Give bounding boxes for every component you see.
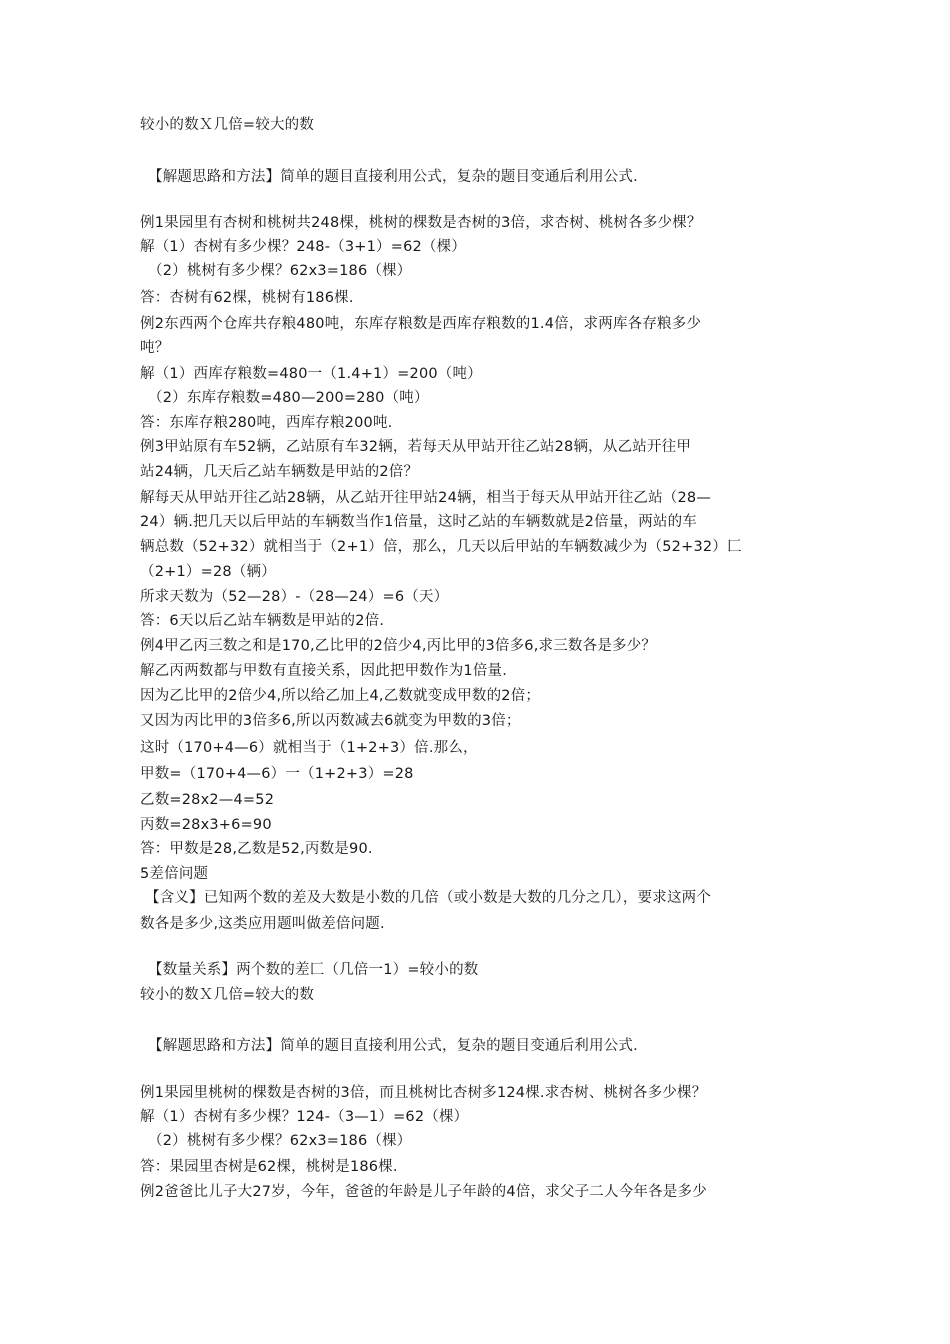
text-line: 例1果园里桃树的棵数是杏树的3倍，而且桃树比杏树多124棵.求杏树、桃树各多少棵？ bbox=[140, 1085, 707, 1101]
text-line: 例2东西两个仓库共存粮480吨，东库存粮数是西库存粮数的1.4倍，求两库各存粮多少 bbox=[140, 316, 702, 332]
text-line: 辆总数（52+32）就相当于（2+1）倍，那么，几天以后甲站的车辆数减少为（52+32）匚 bbox=[140, 539, 742, 555]
text-line: （2）桃树有多少棵？62x3=186（棵） bbox=[148, 263, 412, 279]
text-line: 解（1）杏树有多少棵？124-（3—1）=62（棵） bbox=[140, 1109, 469, 1125]
text-line: 吨？ bbox=[140, 340, 170, 356]
text-line: 较小的数Ｘ几倍=较大的数 bbox=[140, 117, 315, 133]
text-line: 解乙丙两数都与甲数有直接关系，因此把甲数作为1倍量. bbox=[140, 663, 508, 679]
text-line: 解（1）西库存粮数=480一（1.4+1）=200（吨） bbox=[140, 366, 482, 382]
text-line: 较小的数Ｘ几倍=较大的数 bbox=[140, 987, 315, 1003]
text-line: 【数量关系】两个数的差匚（几倍一1）=较小的数 bbox=[148, 962, 479, 978]
text-line: 站24辆，几天后乙站车辆数是甲站的2倍？ bbox=[140, 464, 419, 480]
text-line: 数各是多少,这类应用题叫做差倍问题. bbox=[140, 916, 385, 932]
text-line: 答：杏树有62棵，桃树有186棵. bbox=[140, 290, 354, 306]
text-line: 24）辆.把几天以后甲站的车辆数当作1倍量，这时乙站的车辆数就是2倍量，两站的车 bbox=[140, 514, 698, 530]
text-line: 乙数=28x2—4=52 bbox=[140, 792, 275, 808]
text-line: 答：6天以后乙站车辆数是甲站的2倍. bbox=[140, 613, 385, 629]
text-line: 【解题思路和方法】简单的题目直接利用公式，复杂的题目变通后利用公式. bbox=[148, 1038, 638, 1054]
text-line: 【含义】已知两个数的差及大数是小数的几倍（或小数是大数的几分之几），要求这两个 bbox=[145, 890, 712, 906]
text-line: 又因为丙比甲的3倍多6,所以丙数减去6就变为甲数的3倍； bbox=[140, 713, 521, 729]
text-line: 答：甲数是28,乙数是52,丙数是90. bbox=[140, 841, 373, 857]
text-line: 例3甲站原有车52辆，乙站原有车32辆，若每天从甲站开往乙站28辆，从乙站开往甲 bbox=[140, 439, 692, 455]
text-line: 因为乙比甲的2倍少4,所以给乙加上4,乙数就变成甲数的2倍； bbox=[140, 688, 541, 704]
text-line: 例4甲乙丙三数之和是170,乙比甲的2倍少4,丙比甲的3倍多6,求三数各是多少？ bbox=[140, 638, 657, 654]
text-line: 答：果园里杏树是62棵，桃树是186棵. bbox=[140, 1159, 398, 1175]
text-line: 5差倍问题 bbox=[140, 866, 209, 882]
text-line: 例2爸爸比儿子大27岁，今年，爸爸的年龄是儿子年龄的4倍，求父子二人今年各是多少 bbox=[140, 1184, 707, 1200]
text-line: 解（1）杏树有多少棵？248-（3+1）=62（棵） bbox=[140, 239, 467, 255]
text-line: （2）桃树有多少棵？62x3=186（棵） bbox=[148, 1133, 412, 1149]
text-line: 丙数=28x3+6=90 bbox=[140, 817, 272, 833]
text-line: 甲数=（170+4—6）一（1+2+3）=28 bbox=[140, 766, 414, 782]
text-line: 例1果园里有杏树和桃树共248棵，桃树的棵数是杏树的3倍，求杏树、桃树各多少棵？ bbox=[140, 215, 702, 231]
text-line: （2）东库存粮数=480—200=280（吨） bbox=[148, 390, 429, 406]
text-line: 解每天从甲站开往乙站28辆，从乙站开往甲站24辆，相当于每天从甲站开往乙站（28— bbox=[140, 490, 712, 506]
text-line: 这时（170+4—6）就相当于（1+2+3）倍.那么， bbox=[140, 740, 478, 756]
text-line: 答：东库存粮280吨，西库存粮200吨. bbox=[140, 415, 393, 431]
text-line: 【解题思路和方法】简单的题目直接利用公式，复杂的题目变通后利用公式. bbox=[148, 169, 638, 185]
text-line: （2+1）=28（辆） bbox=[140, 564, 276, 580]
text-line: 所求天数为（52—28）-（28—24）=6（天） bbox=[140, 589, 449, 605]
